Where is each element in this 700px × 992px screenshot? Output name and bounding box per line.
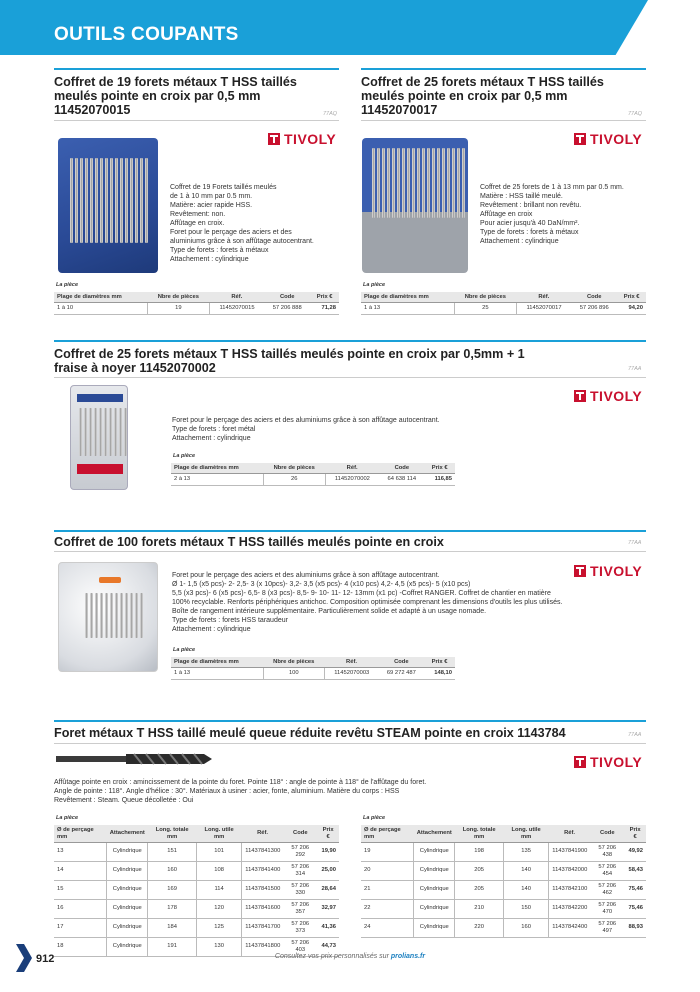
divider (54, 743, 646, 744)
table-row: 17 Cylindrique 184 125 11437841700 57 206 373 41,36 (54, 919, 339, 938)
product-4-code-tag: 77AA (628, 540, 642, 546)
divider (54, 551, 646, 552)
la-piece-label: La pièce (173, 453, 196, 459)
product-5-table-right: Ø de perçage mm Attachement Long. totale mm Long. utile mm Réf. Code Prix € 19 Cylindrique 198 135 11437841900 57 206 438 49,92 20 Cylindrique 205 140 11437842000 57 206 454 58,43 21 Cylindrique 205 140 11437842100 57 206 462 75,46 22 Cylindrique 210 150 11437842200 57 206 470 75,46 24 Cylindrique 220 160 11437842400 57 206 497 88,93 (361, 825, 646, 938)
tivoly-icon (574, 133, 586, 145)
product-1-table: Plage de diamètres mm Nbre de pièces Réf. Code Prix € 1 à 10 19 11452070015 57 206 888 71,28 (54, 292, 339, 315)
product-2-image (362, 138, 468, 273)
product-5-title: Foret métaux T HSS taillé meulé queue réduite revêtu STEAM pointe en croix 1143784 (54, 726, 566, 740)
table-row: 14 Cylindrique 160 108 11437841400 57 206 314 25,00 (54, 862, 339, 881)
la-piece-label: La pièce (363, 815, 386, 821)
la-piece-label: La pièce (363, 282, 386, 288)
table-row: 21 Cylindrique 205 140 11437842100 57 206 462 75,46 (361, 881, 646, 900)
product-4-title: Coffret de 100 forets métaux T HSS taillés meulés pointe en croix (54, 535, 444, 549)
section-rule (54, 68, 339, 70)
table-row: 2 à 13 26 11452070002 64 638 114 116,85 (171, 474, 455, 486)
table-row: 24 Cylindrique 220 160 11437842400 57 206 497 88,93 (361, 919, 646, 938)
drill-bit-image (54, 749, 214, 769)
product-5-table-left: Ø de perçage mm Attachement Long. totale mm Long. utile mm Réf. Code Prix € 13 Cylindrique 151 101 11437841300 57 206 292 19,90 14 Cylindrique 160 108 11437841400 57 206 314 25,00 15 Cylindrique 169 114 11437841500 57 206 330 28,64 16 Cylindrique 178 120 11437841600 57 206 357 32,97 17 Cylindrique 184 125 11437841700 57 206 373 41,36 18 Cylindrique 191 130 11437841800 57 206 403 44,73 (54, 825, 339, 957)
table-row: 13 Cylindrique 151 101 11437841300 57 206 292 19,90 (54, 843, 339, 862)
table-row: 1 à 10 19 11452070015 57 206 888 71,28 (54, 303, 339, 315)
table-row: 18 Cylindrique 191 130 11437841800 57 206 403 44,73 (54, 938, 339, 957)
section-rule (361, 68, 646, 70)
product-3-title: Coffret de 25 forets métaux T HSS taillés meulés pointe en croix par 0,5mm + 1 fraise à noyer 11452070002 (54, 347, 525, 375)
table-row: 20 Cylindrique 205 140 11437842000 57 206 454 58,43 (361, 862, 646, 881)
product-3-code-tag: 77AA (628, 366, 642, 372)
section-rule (54, 340, 646, 342)
product-2-code-tag: 77AQ (628, 111, 643, 117)
tivoly-icon (574, 756, 586, 768)
la-piece-label: La pièce (56, 815, 79, 821)
product-2-title: Coffret de 25 forets métaux T HSS taillés meulés pointe en croix par 0,5 mm 11452070017 (361, 75, 604, 117)
table-row: 1 à 13 25 11452070017 57 206 896 94,20 (361, 303, 646, 315)
table-row: 15 Cylindrique 169 114 11437841500 57 206 330 28,64 (54, 881, 339, 900)
product-3-table: Plage de diamètres mm Nbre de pièces Réf. Code Prix € 2 à 13 26 11452070002 64 638 114 116,85 (171, 463, 455, 486)
product-4-image (58, 562, 158, 672)
tivoly-icon (268, 133, 280, 145)
product-4-description: Foret pour le perçage des aciers et des aluminiums grâce à son affûtage autocentrant. Ø 1- 1,5 (x5 pcs)- 2- 2,5- 3 (x 10pcs)- 3,2- 3,5 (x5 pcs)- 4 (x10 pcs) 4,2- 4,5 (x5 pcs)- 5 (x10 pcs) 5,5 (x3 pcs)- 6 (x5 pcs)- 6,5- 8 (x3 pcs)- 8,5- 9- 10- 11- 12- 13mm (x1 pc) -Coffret RANGER. Coffret de chantier en matière 100% recyclable. Renforts périphériques antichoc. Composition optimisée comprenant les dimensions d'outils les plus utilisés. Boîte de rangement intérieure supplémentaire. Particulièrement solide et adapté à un usage nomade. Type de forets : forets HSS taraudeur Attachement : cylindrique (172, 572, 563, 633)
footer-link[interactable]: prolians.fr (390, 953, 426, 960)
page-title: OUTILS COUPANTS (54, 24, 239, 45)
divider (54, 377, 646, 378)
table-row: 22 Cylindrique 210 150 11437842200 57 206 470 75,46 (361, 900, 646, 919)
la-piece-label: La pièce (56, 282, 79, 288)
table-row: 16 Cylindrique 178 120 11437841600 57 206 357 32,97 (54, 900, 339, 919)
product-2-table: Plage de diamètres mm Nbre de pièces Réf. Code Prix € 1 à 13 25 11452070017 57 206 896 94,20 (361, 292, 646, 315)
section-rule (54, 530, 646, 532)
product-2-description: Coffret de 25 forets de 1 à 13 mm par 0.5 mm. Matière : HSS taillé meulé. Revêtement : brillant non revêtu. Affûtage en croix Pour acier jusqu'à 40 DaN/mm². Type de forets : forets à métaux Attachement : cylindrique (480, 184, 624, 245)
product-1-code-tag: 77AQ (323, 111, 338, 117)
product-5-description: Affûtage pointe en croix : amincissement de la pointe du foret. Pointe 118° : angle de pointe à 118° de l'affûtage du foret. Angle de pointe : 118°. Angle d'hélice : 30°. Matériaux à usiner : acier, fonte, aluminium. Matière du corps : HSS Revêtement : Steam. Queue décolletée : Oui (54, 779, 427, 804)
tivoly-logo: TIVOLY (574, 131, 642, 147)
tivoly-logo: TIVOLY (574, 563, 642, 579)
product-5-code-tag: 77AA (628, 732, 642, 738)
tivoly-icon (574, 390, 586, 402)
product-1-title: Coffret de 19 forets métaux T HSS taillés meulés pointe en croix par 0,5 mm 11452070015 (54, 75, 297, 117)
page-number: 912 (36, 953, 55, 965)
tivoly-logo: TIVOLY (574, 388, 642, 404)
tivoly-logo: TIVOLY (574, 754, 642, 770)
divider (361, 120, 646, 121)
footer-note: Consultez vos prix personnalisés sur prolians.fr (274, 953, 426, 960)
la-piece-label: La pièce (173, 647, 196, 653)
section-rule (54, 720, 646, 722)
tivoly-logo: TIVOLY (268, 131, 336, 147)
product-4-table: Plage de diamètres mm Nbre de pièces Réf. Code Prix € 1 à 13 100 11452070003 69 272 487 148,10 (171, 657, 455, 680)
product-3-description: Foret pour le perçage des aciers et des aluminiums grâce à son affûtage autocentrant. Type de forets : foret métal Attachement : cylindrique (172, 417, 440, 442)
product-3-image (70, 385, 128, 490)
product-1-image (58, 138, 158, 273)
product-1-description: Coffret de 19 Forets taillés meulés de 1 à 10 mm par 0.5 mm. Matière: acier rapide HSS. Revêtement: non. Affûtage en croix. Foret pour le perçage des aciers et des aluminiums grâce à son affûtage autocentrant. Type de forets : forets à métaux Attachement : cylindrique (170, 184, 314, 263)
table-row: 19 Cylindrique 198 135 11437841900 57 206 438 49,92 (361, 843, 646, 862)
table-row: 1 à 13 100 11452070003 69 272 487 148,10 (171, 668, 455, 680)
divider (54, 120, 339, 121)
